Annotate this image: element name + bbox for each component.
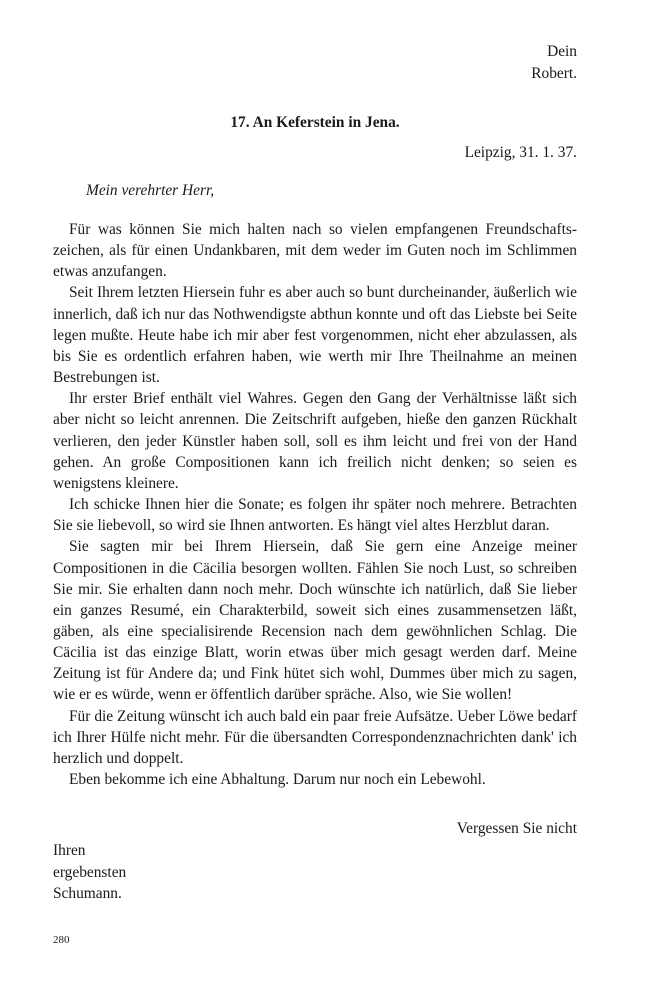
- letter-paragraph: Ich schicke Ihnen hier die Sonate; es folgen ihr später noch mehrere. Betrachten Sie sie liebevoll, so wird sie Ihnen antworten. Es hängt viel altes Herzblut daran.: [53, 496, 577, 535]
- letter-heading: 17. An Keferstein in Jena.: [230, 114, 400, 131]
- letter-closing-line: Vergessen Sie nicht: [456, 820, 577, 837]
- book-page: [53, 0, 577, 990]
- letter-paragraph: Eben bekomme ich eine Abhaltung. Darum nur noch ein Lebewohl.: [69, 771, 486, 789]
- signature-line: Ihren: [53, 842, 86, 859]
- previous-letter-closing-word: Dein: [547, 43, 577, 60]
- letter-paragraph: Für die Zeitung wünscht ich auch bald ein paar freie Aufsätze. Ueber Löwe bedarf ich Ihrer Hülfe nicht mehr. Für die übersandten Correspondenznachrichten dank' ich herzlich und doppelt.: [53, 707, 577, 767]
- letter-place-date: Leipzig, 31. 1. 37.: [464, 144, 577, 161]
- page-number: 280: [53, 934, 70, 946]
- letter-paragraph: Ihr erster Brief enthält viel Wahres. Gegen den Gang der Verhältnisse läßt sich aber nicht so leicht anrennen. Die Zeitschrift aufgeben, hieße den ganzen Rückhalt verlieren, den jeder Künstler haben soll, soll es ihm leicht und frei von der Hand gehen. An große Compositionen kann ich freilich nicht denken; so seien es wenigstens kleinere.: [53, 390, 577, 492]
- previous-letter-closing: [531, 41, 577, 84]
- letter-paragraph: Sie sagten mir bei Ihrem Hiersein, daß Sie gern eine Anzeige meiner Compositionen in die Cäcilia besorgen wollten. Fählen Sie noch Lust, so schreiben Sie mir. Sie erhalten dann noch mehr. Doch wünschte ich natürlich, daß Sie lieber ein ganzes Resumé, ein Charakterbild, soweit sich eines zusammensetzen läßt, gäben, als eine specialisirende Recension nach dem gewöhnlichen Schlag. Die Cäcilia ist das einzige Blatt, worin etwas über mich gesagt werden darf. Meine Zeitung ist für Andere da; und Fink hütet sich wohl, Dummes über mich zu sagen, wie er es würde, wenn er öffentlich darüber spräche. Also, wie Sie wollen!: [53, 538, 577, 704]
- previous-letter-signature: Robert.: [531, 64, 577, 82]
- signature-name: Schumann.: [53, 885, 122, 902]
- signature-line: ergebensten: [53, 863, 127, 881]
- letter-paragraph: Für was können Sie mich halten nach so vielen empfangenen Freundschaftszeichen, als für einen Undankbaren, mit dem weder im Guten noch im Schlimmen etwas anzufangen.: [53, 221, 577, 281]
- letter-body: [53, 219, 577, 790]
- letter-salutation: Mein verehrter Herr,: [86, 182, 215, 199]
- letter-paragraph: Seit Ihrem letzten Hiersein fuhr es aber auch so bunt durcheinander, äußerlich wie innerlich, daß ich nur das Nothwendigste abthun konnte und oft das Liebste bei Seite legen mußte. Heute habe ich mir aber fest vorgenommen, nicht eher abzulassen, als bis Sie es ordentlich erfahren haben, wie werth mir Ihre Theilnahme an meinen Bestrebungen ist.: [53, 284, 577, 387]
- letter-signature: [53, 840, 126, 905]
